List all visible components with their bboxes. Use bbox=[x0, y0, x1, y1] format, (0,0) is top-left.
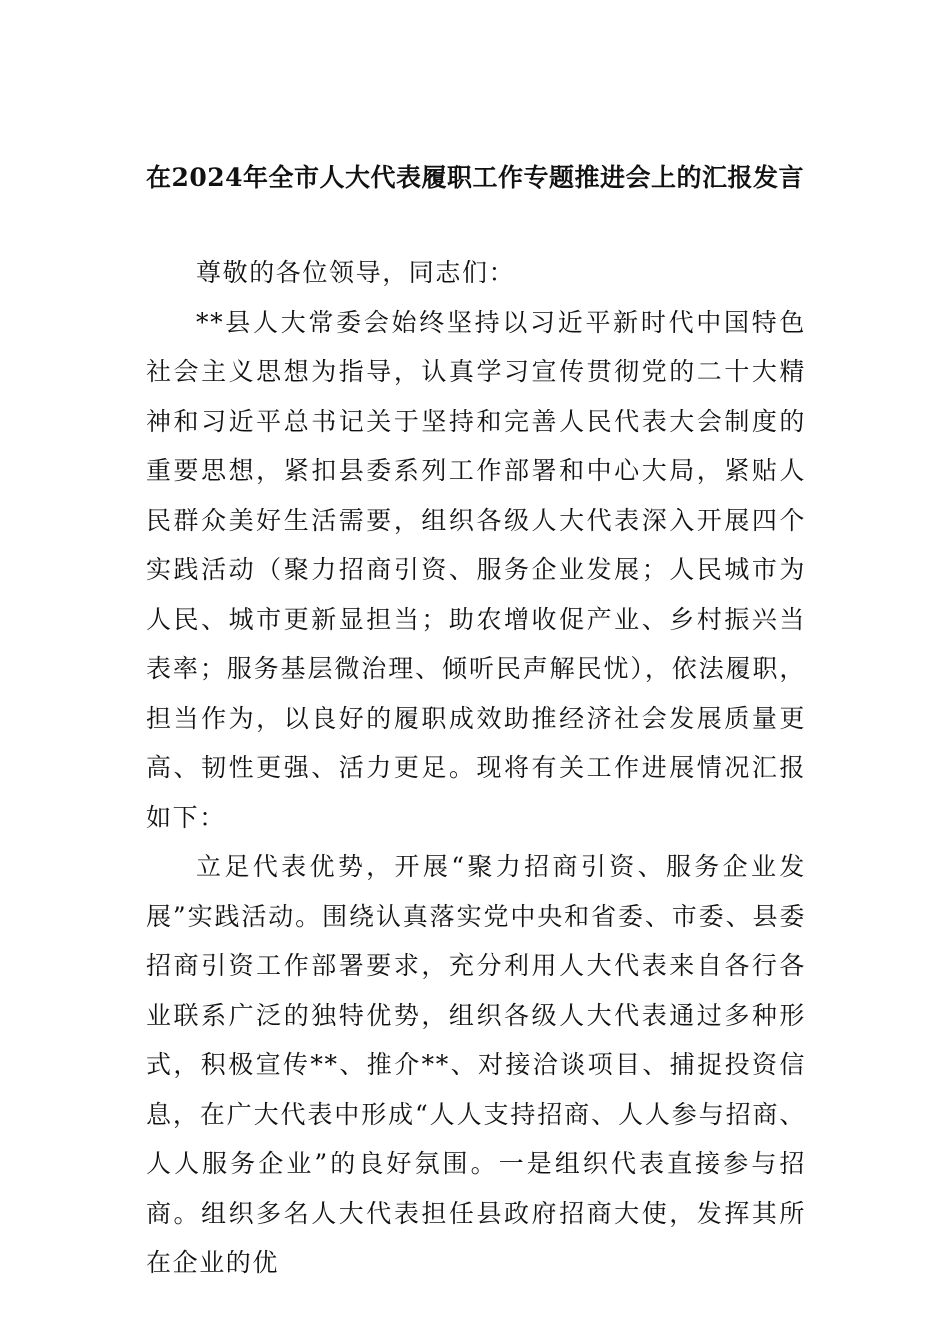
salutation-paragraph: 尊敬的各位领导，同志们： bbox=[196, 258, 516, 287]
document-title: 在2024年全市人大代表履职工作专题推进会上的汇报发言 bbox=[145, 163, 805, 192]
document-body bbox=[146, 248, 806, 1288]
intro-paragraph: **县人大常委会始终坚持以习近平新时代中国特色社会主义思想为指导，认真学习宣传贯彻党的二十大精神和习近平总书记关于坚持和完善人民代表大会制度的重要思想，紧扣县委系列工作部署和中心大局，紧贴人民群众美好生活需要，组织各级人大代表深入开展四个实践活动（聚力招商引资、服务企业发展；人民城市为人民、城市更新显担当；助农增收促产业、乡村振兴当表率；服务基层微治理、倾听民声解民忧），依法履职，担当作为，以良好的履职成效助推经济社会发展质量更高、韧性更强、活力更足。现将有关工作进展情况汇报如下： bbox=[146, 307, 806, 832]
section-paragraph: 立足代表优势，开展“聚力招商引资、服务企业发展”实践活动。围绕认真落实党中央和省委、市委、县委招商引资工作部署要求，充分利用人大代表来自各行各业联系广泛的独特优势，组织各级人大代表通过多种形式，积极宣传**、推介**、对接洽谈项目、捕捉投资信息，在广大代表中形成“人人支持招商、人人参与招商、人人服务企业”的良好氛围。一是组织代表直接参与招商。组织多名人大代表担任县政府招商大使，发挥其所在企业的优 bbox=[146, 852, 806, 1277]
